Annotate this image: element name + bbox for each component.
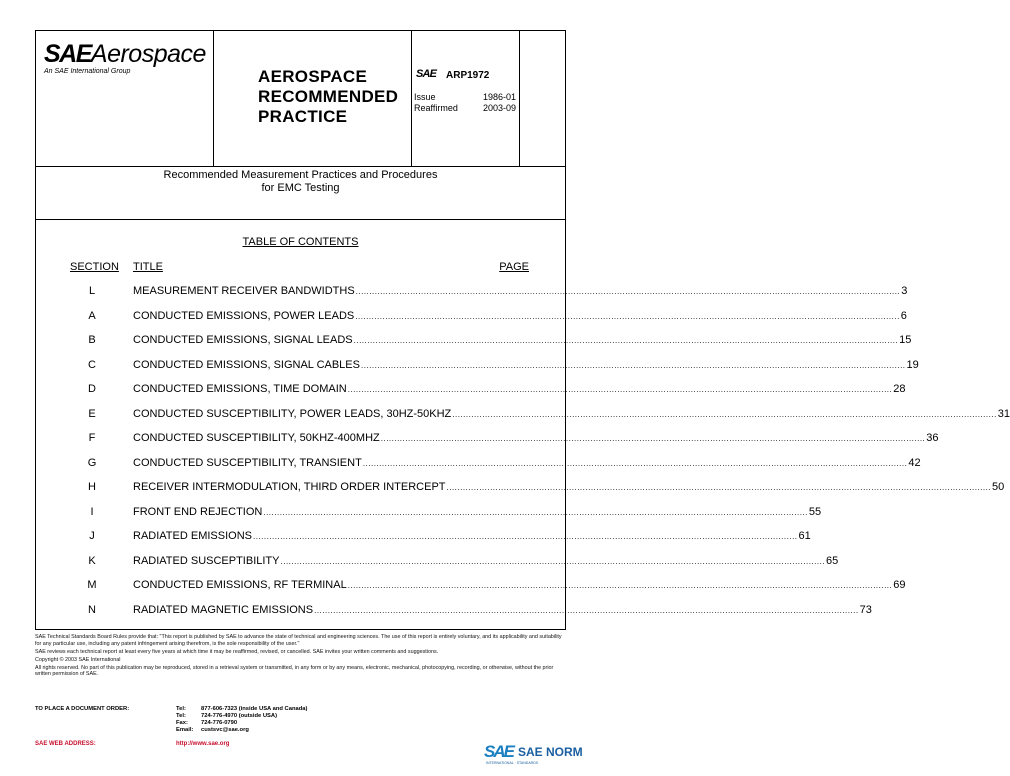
toc-section: F — [88, 432, 96, 444]
toc-title: CONDUCTED EMISSIONS, SIGNAL CABLES — [133, 358, 360, 371]
header-divider-left — [213, 31, 214, 166]
sae-aerospace-logo — [44, 41, 206, 75]
doc-type-line: AEROSPACE — [258, 67, 368, 86]
rights-text: All rights reserved. No part of this publication may be reproduced, stored in a retrieval system or transmitted, in any form or by any means, electronic, mechanical, photocopying, recording, or otherwise, without the prior written permission of SAE. — [35, 664, 554, 677]
toc-leader-dots: ........................................................................................................................................................................................................ — [355, 287, 901, 296]
toc-page: 3 — [901, 285, 908, 297]
toc-title: RADIATED SUSCEPTIBILITY — [133, 554, 280, 567]
toc-page: 55 — [808, 505, 822, 518]
watermark-sae: SAE — [484, 742, 513, 761]
toc-page: 31 — [997, 407, 1010, 420]
toc-page: 73 — [859, 603, 872, 616]
toc-title: RADIATED MAGNETIC EMISSIONS — [133, 603, 314, 616]
rules-text: SAE Technical Standards Board Rules provide that: "This report is published by SAE to advance the state of technical and engineering sciences. The use of this report is entirely voluntary, and its applicability and suitability for any particular use, including any patent infringement arising therefrom, is the sole responsibility of the user." — [35, 634, 562, 647]
toc-leader-dots: ........................................................................................................................................................................................................ — [263, 507, 808, 517]
toc-row[interactable] — [36, 309, 907, 323]
toc-leader-dots: ........................................................................................................................................................................................................ — [446, 483, 992, 492]
toc-page: 61 — [798, 530, 811, 542]
toc-row[interactable] — [36, 358, 919, 372]
toc-row[interactable] — [36, 505, 822, 519]
toc-row[interactable] — [36, 456, 921, 470]
toc-title: RADIATED EMISSIONS — [133, 530, 252, 542]
web-address-label: SAE WEB ADDRESS: — [35, 741, 96, 747]
toc-section: B — [88, 334, 96, 346]
toc-section: G — [87, 456, 97, 469]
order-label: TO PLACE A DOCUMENT ORDER: — [35, 706, 130, 712]
toc-section: E — [88, 407, 96, 420]
toc-entry — [133, 603, 872, 618]
toc-section: I — [90, 505, 94, 518]
reaffirmed-label: Reaffirmed — [414, 103, 458, 113]
toc-title: CONDUCTED EMISSIONS, SIGNAL LEADS — [133, 334, 353, 346]
toc-section: D — [88, 383, 96, 395]
toc-row[interactable] — [36, 578, 906, 592]
toc-entry — [133, 382, 906, 397]
toc-leader-dots: ........................................................................................................................................................................................................ — [362, 458, 908, 468]
toc-leader-dots: ........................................................................................................................................................................................................ — [347, 385, 893, 394]
toc-title: RECEIVER INTERMODULATION, THIRD ORDER INTERCEPT — [133, 481, 446, 493]
document-title — [36, 169, 565, 195]
order-row-value: 724-776-0790 — [201, 720, 238, 726]
toc-title: CONDUCTED SUSCEPTIBILITY, TRANSIENT — [133, 456, 362, 469]
toc-leader-dots: ........................................................................................................................................................................................................ — [355, 311, 900, 321]
toc-title: CONDUCTED EMISSIONS, TIME DOMAIN — [133, 383, 347, 395]
toc-entry — [133, 480, 1005, 495]
doc-type-line: PRACTICE — [258, 107, 348, 126]
toc-page: 15 — [899, 334, 912, 346]
watermark-norm: SAE NORM — [518, 745, 583, 759]
toc-row[interactable] — [36, 480, 1005, 494]
toc-leader-dots: ........................................................................................................................................................................................................ — [452, 409, 997, 419]
order-row-label: Email: — [176, 727, 194, 733]
title-line: Recommended Measurement Practices and Procedures — [163, 169, 438, 181]
toc-page: 50 — [992, 481, 1005, 493]
toc-title: CONDUCTED EMISSIONS, POWER LEADS — [133, 309, 355, 322]
toc-section: L — [88, 285, 96, 297]
sae-norm-watermark — [484, 742, 594, 772]
header-rule — [36, 166, 565, 167]
toc-title: CONDUCTED SUSCEPTIBILITY, 50KHZ-400MHZ — [133, 432, 380, 444]
logo-subtitle: An SAE International Group — [44, 68, 131, 75]
copyright-text: Copyright © 2003 SAE International — [35, 656, 121, 663]
toc-page: 36 — [926, 432, 939, 444]
header-divider-mid — [411, 31, 412, 166]
toc-entry — [133, 284, 908, 299]
col-section-header: SECTION — [70, 261, 119, 273]
toc-section: J — [89, 530, 95, 542]
order-row-value: 877-606-7323 (inside USA and Canada) — [201, 706, 308, 712]
issue-value: 1986-01 — [483, 92, 517, 102]
toc-row[interactable] — [36, 529, 811, 543]
toc-row[interactable] — [36, 554, 839, 568]
toc-page: 28 — [893, 383, 906, 395]
order-row-value: 724-776-4970 (outside USA) — [201, 713, 278, 719]
sae-mini-logo: SAE — [416, 68, 437, 80]
toc-section: K — [88, 554, 96, 567]
toc-section: H — [88, 481, 96, 493]
title-rule — [36, 219, 565, 220]
toc-entry — [133, 358, 919, 373]
toc-section: C — [88, 358, 96, 371]
toc-title: CONDUCTED SUSCEPTIBILITY, POWER LEADS, 30HZ-50KHZ — [133, 407, 452, 420]
web-address-link[interactable]: http://www.sae.org — [176, 741, 230, 747]
toc-page: 19 — [906, 358, 919, 371]
document-type — [258, 67, 398, 127]
toc-leader-dots: ........................................................................................................................................................................................................ — [280, 556, 826, 566]
review-text: SAE reviews each technical report at least every five years at which time it may be reaffirmed, revised, or cancelled. SAE invites your written comments and suggestions. — [35, 648, 439, 655]
toc-row[interactable] — [36, 284, 908, 298]
legal-footer — [35, 634, 566, 679]
toc-row[interactable] — [36, 382, 906, 396]
title-line: for EMC Testing — [261, 182, 340, 194]
toc-entry — [133, 407, 1010, 422]
doc-type-line: RECOMMENDED — [258, 87, 399, 106]
toc-leader-dots: ........................................................................................................................................................................................................ — [380, 434, 926, 443]
document-number: ARP1972 — [446, 70, 490, 81]
order-row-label: Fax: — [176, 720, 188, 726]
issue-label: Issue — [414, 92, 436, 102]
toc-entry — [133, 456, 921, 471]
toc-entry — [133, 529, 811, 544]
toc-section: A — [88, 309, 96, 322]
meta-values — [483, 92, 516, 114]
toc-section: M — [87, 579, 97, 591]
document-frame — [35, 30, 1010, 630]
toc-title: FRONT END REJECTION — [133, 505, 263, 518]
toc-entry — [133, 309, 907, 324]
header-divider-right — [519, 31, 520, 166]
logo-name: Aerospace — [90, 40, 206, 68]
toc-leader-dots: ........................................................................................................................................................................................................ — [360, 360, 906, 370]
toc-page: 6 — [900, 309, 907, 322]
toc-title: CONDUCTED EMISSIONS, RF TERMINAL — [133, 579, 347, 591]
toc-entry — [133, 333, 912, 348]
order-row-label: Tel: — [176, 713, 186, 719]
meta-labels — [414, 92, 458, 114]
toc-leader-dots: ........................................................................................................................................................................................................ — [252, 532, 798, 541]
toc-entry — [133, 505, 822, 520]
col-page-header: PAGE — [499, 261, 529, 273]
order-row-label: Tel: — [176, 706, 186, 712]
toc-entry — [133, 431, 939, 446]
logo-brand: SAE — [44, 40, 91, 68]
toc-row[interactable] — [36, 333, 912, 347]
toc-entry — [133, 554, 839, 569]
toc-row[interactable] — [36, 431, 939, 445]
toc-leader-dots: ........................................................................................................................................................................................................ — [314, 605, 859, 615]
toc-page: 69 — [893, 579, 906, 591]
toc-leader-dots: ........................................................................................................................................................................................................ — [353, 336, 899, 345]
toc-section: N — [88, 603, 96, 616]
order-row — [176, 727, 249, 734]
toc-page: 42 — [908, 456, 921, 469]
watermark-sub: INTERNATIONAL · STANDARDS — [486, 761, 539, 765]
toc-row[interactable] — [36, 407, 1010, 421]
toc-entry — [133, 578, 906, 593]
email-link[interactable]: custsvc@sae.org — [201, 727, 249, 733]
col-title-header: TITLE — [133, 261, 163, 273]
toc-row[interactable] — [36, 603, 872, 617]
toc-page: 65 — [826, 554, 839, 567]
reaffirmed-value: 2003-09 — [483, 103, 517, 113]
toc-leader-dots: ........................................................................................................................................................................................................ — [347, 581, 893, 590]
toc-title: MEASUREMENT RECEIVER BANDWIDTHS — [133, 285, 355, 297]
toc-heading: TABLE OF CONTENTS — [242, 236, 359, 248]
